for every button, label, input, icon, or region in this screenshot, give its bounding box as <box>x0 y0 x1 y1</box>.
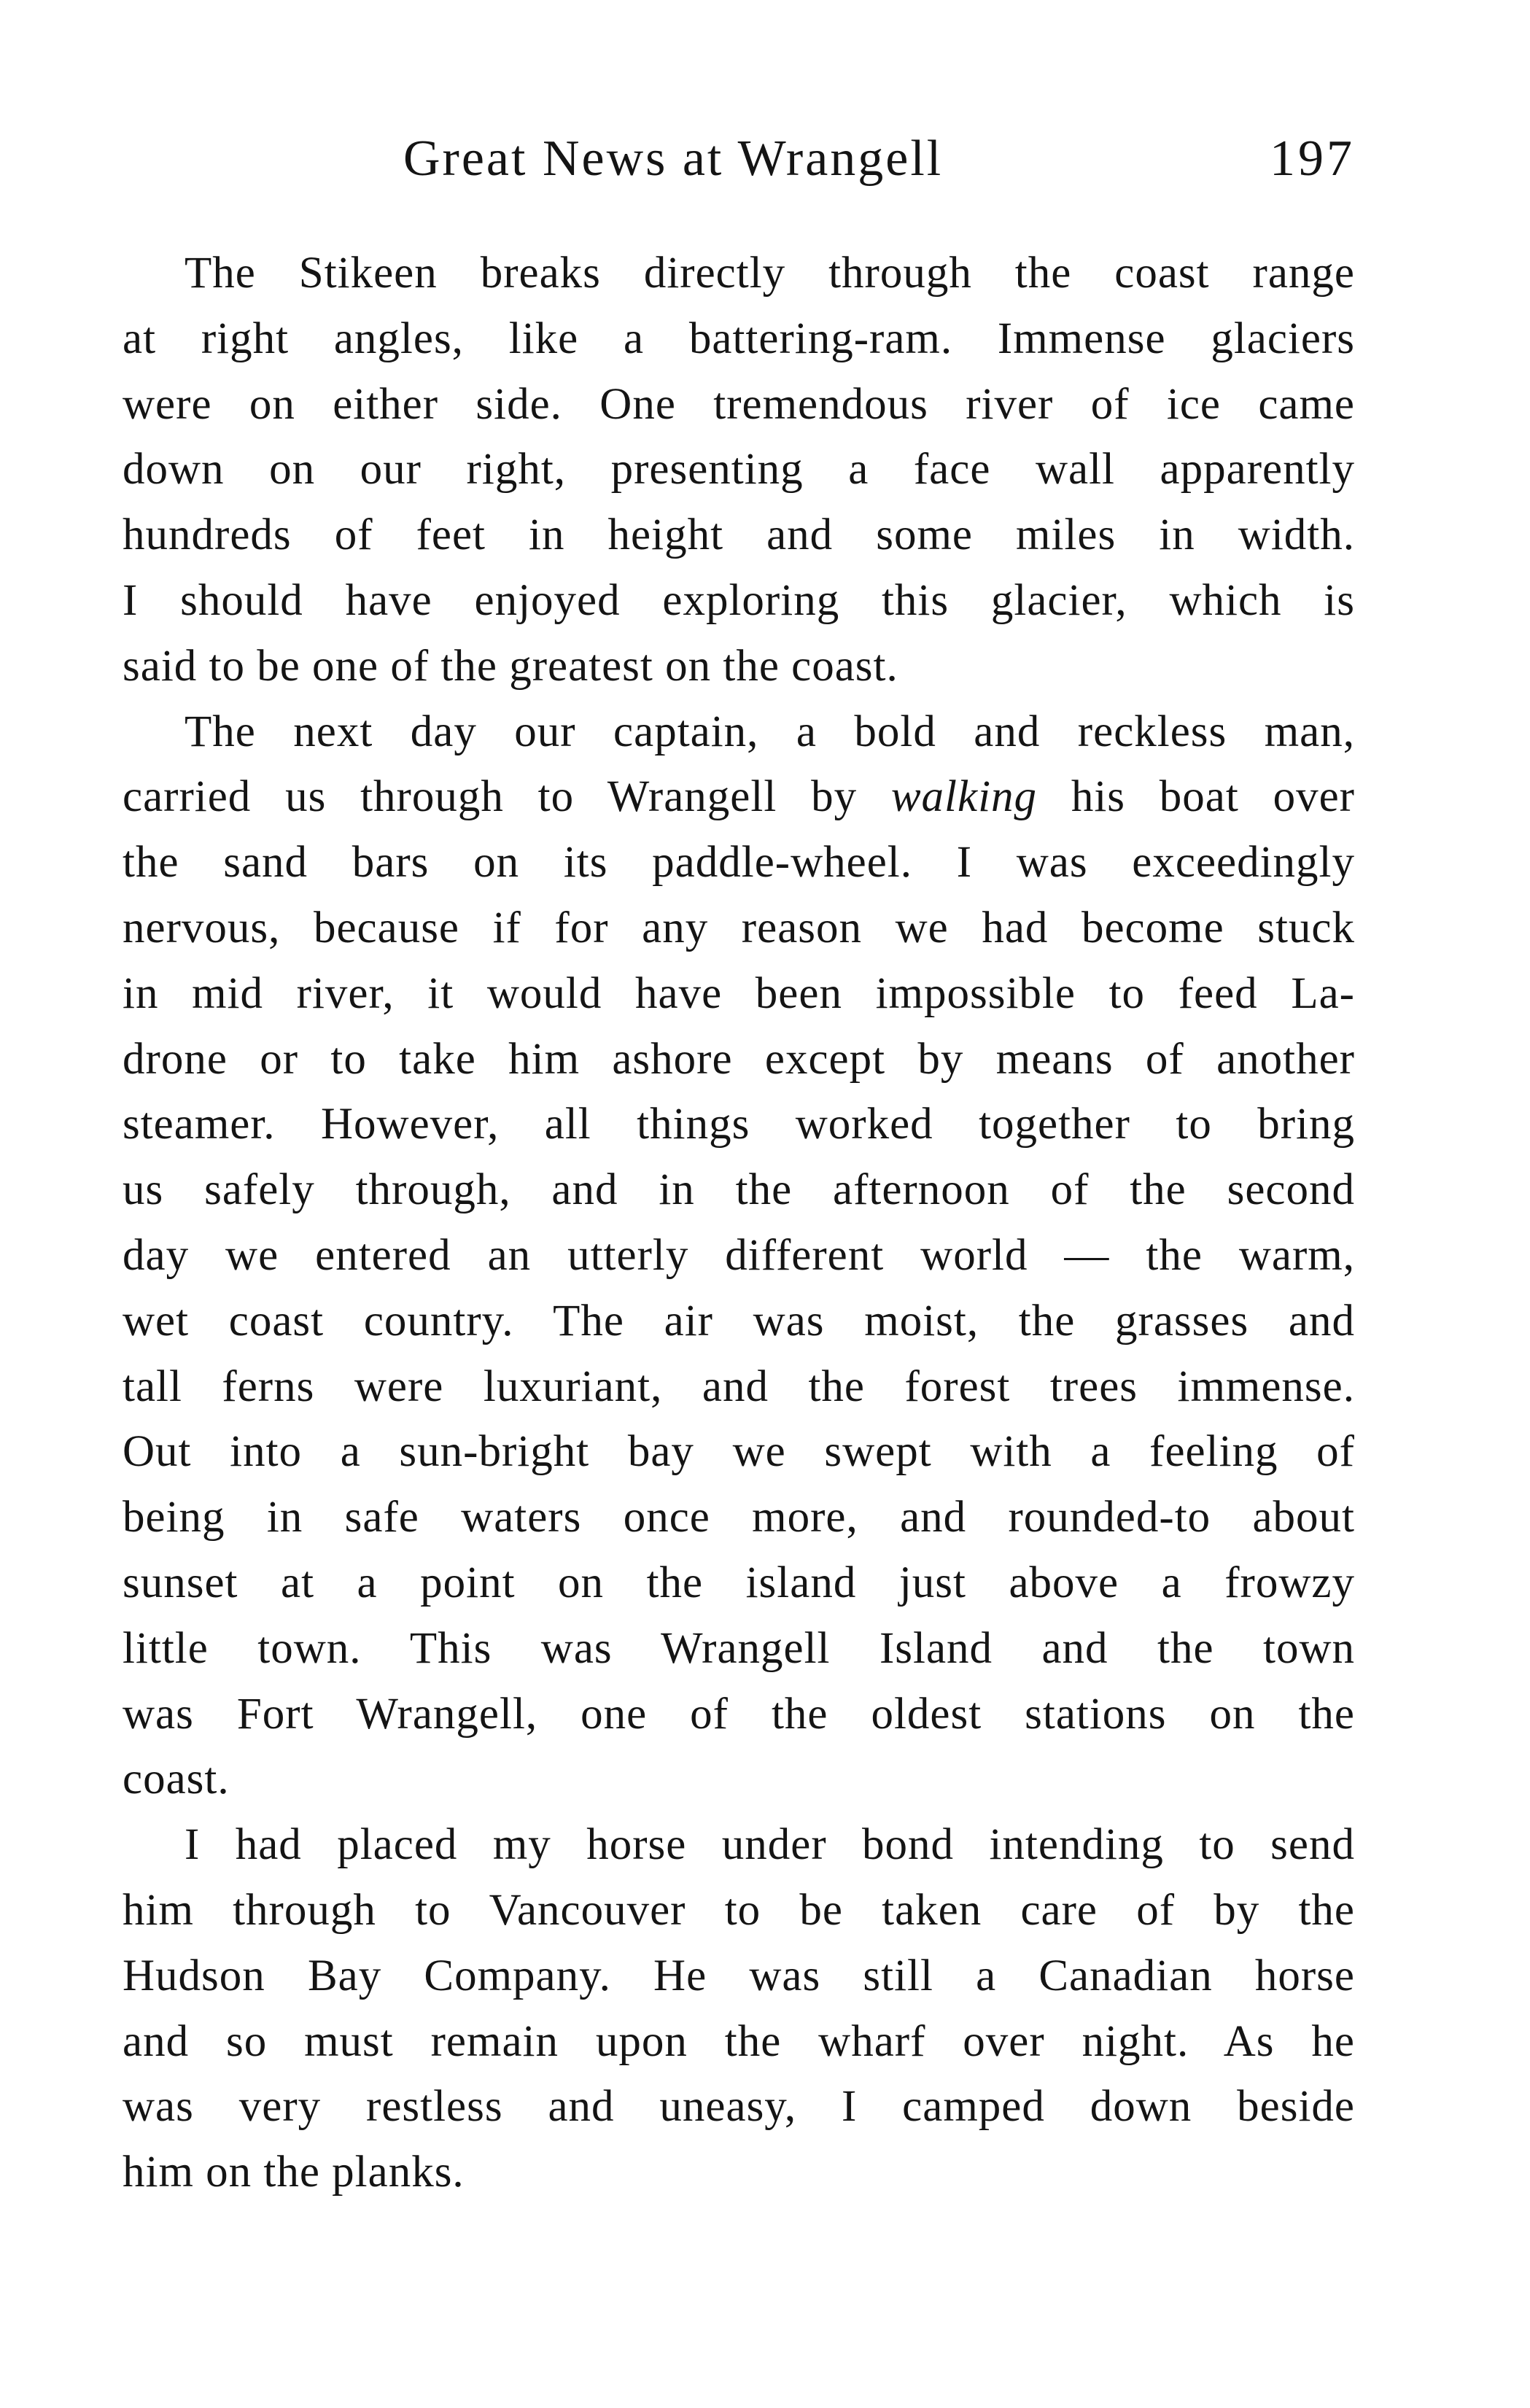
text-line: and so must remain upon the wharf over night. As he <box>123 2016 1355 2066</box>
text-line: at right angles, like a battering-ram. Immense glaciers <box>123 314 1355 363</box>
text-line: nervous, because if for any reason we had become stuck <box>123 903 1355 952</box>
text-line: tall ferns were luxuriant, and the forest trees immense. <box>123 1362 1355 1411</box>
text-line: was Fort Wrangell, one of the oldest stations on the <box>123 1689 1355 1739</box>
paragraph-3 <box>123 1812 1355 2205</box>
text-line: sunset at a point on the island just above a frowzy <box>123 1558 1355 1607</box>
text-line: drone or to take him ashore except by means of another <box>123 1034 1355 1084</box>
text-line: being in safe waters once more, and rounded-to about <box>123 1493 1355 1542</box>
paragraph-1 <box>123 241 1355 699</box>
text-line: little town. This was Wrangell Island and the town <box>123 1623 1355 1673</box>
italic-word: walking <box>890 772 1038 822</box>
text-line: was very restless and uneasy, I camped down beside <box>123 2082 1355 2132</box>
paragraph-2 <box>123 699 1355 1813</box>
text-line: I should have enjoyed exploring this glacier, which is <box>123 575 1355 625</box>
text-line: him through to Vancouver to be taken care of by the <box>123 1885 1355 1935</box>
text-line: The next day our captain, a bold and reckless man, <box>185 707 1355 756</box>
text-line: The Stikeen breaks directly through the coast range <box>185 249 1355 298</box>
body-text <box>123 241 1355 2205</box>
text-line: were on either side. One tremendous river of ice came <box>123 379 1355 429</box>
text-line: Out into a sun-bright bay we swept with a feeling of <box>123 1427 1355 1477</box>
text-run: his boat over <box>1037 772 1355 822</box>
text-line: us safely through, and in the afternoon of the second <box>123 1165 1355 1215</box>
text-line: down on our right, presenting a face wall apparently <box>123 445 1355 494</box>
text-line: Hudson Bay Company. He was still a Canadian horse <box>123 1951 1355 2000</box>
text-line: hundreds of feet in height and some miles in width. <box>123 510 1355 560</box>
text-line: I had placed my horse under bond intending to send <box>185 1820 1355 1870</box>
text-line: the sand bars on its paddle-wheel. I was exceedingly <box>123 838 1355 888</box>
running-header <box>123 123 1355 195</box>
text-line: day we entered an utterly different world — the warm, <box>123 1230 1355 1280</box>
chapter-title: Great News at Wrangell <box>403 131 944 187</box>
text-line: steamer. However, all things worked together to bring <box>123 1100 1355 1149</box>
page-number: 197 <box>1270 131 1355 187</box>
text-line: wet coast country. The air was moist, the grasses and <box>123 1296 1355 1345</box>
text-line: him on the planks. <box>123 2148 465 2197</box>
text-run: carried us through to Wrangell by <box>123 772 891 822</box>
text-line: said to be one of the greatest on the coast. <box>123 641 898 691</box>
text-line: in mid river, it would have been impossible to feed La- <box>123 968 1355 1018</box>
text-line: coast. <box>123 1755 230 1804</box>
text-line <box>123 764 1355 830</box>
